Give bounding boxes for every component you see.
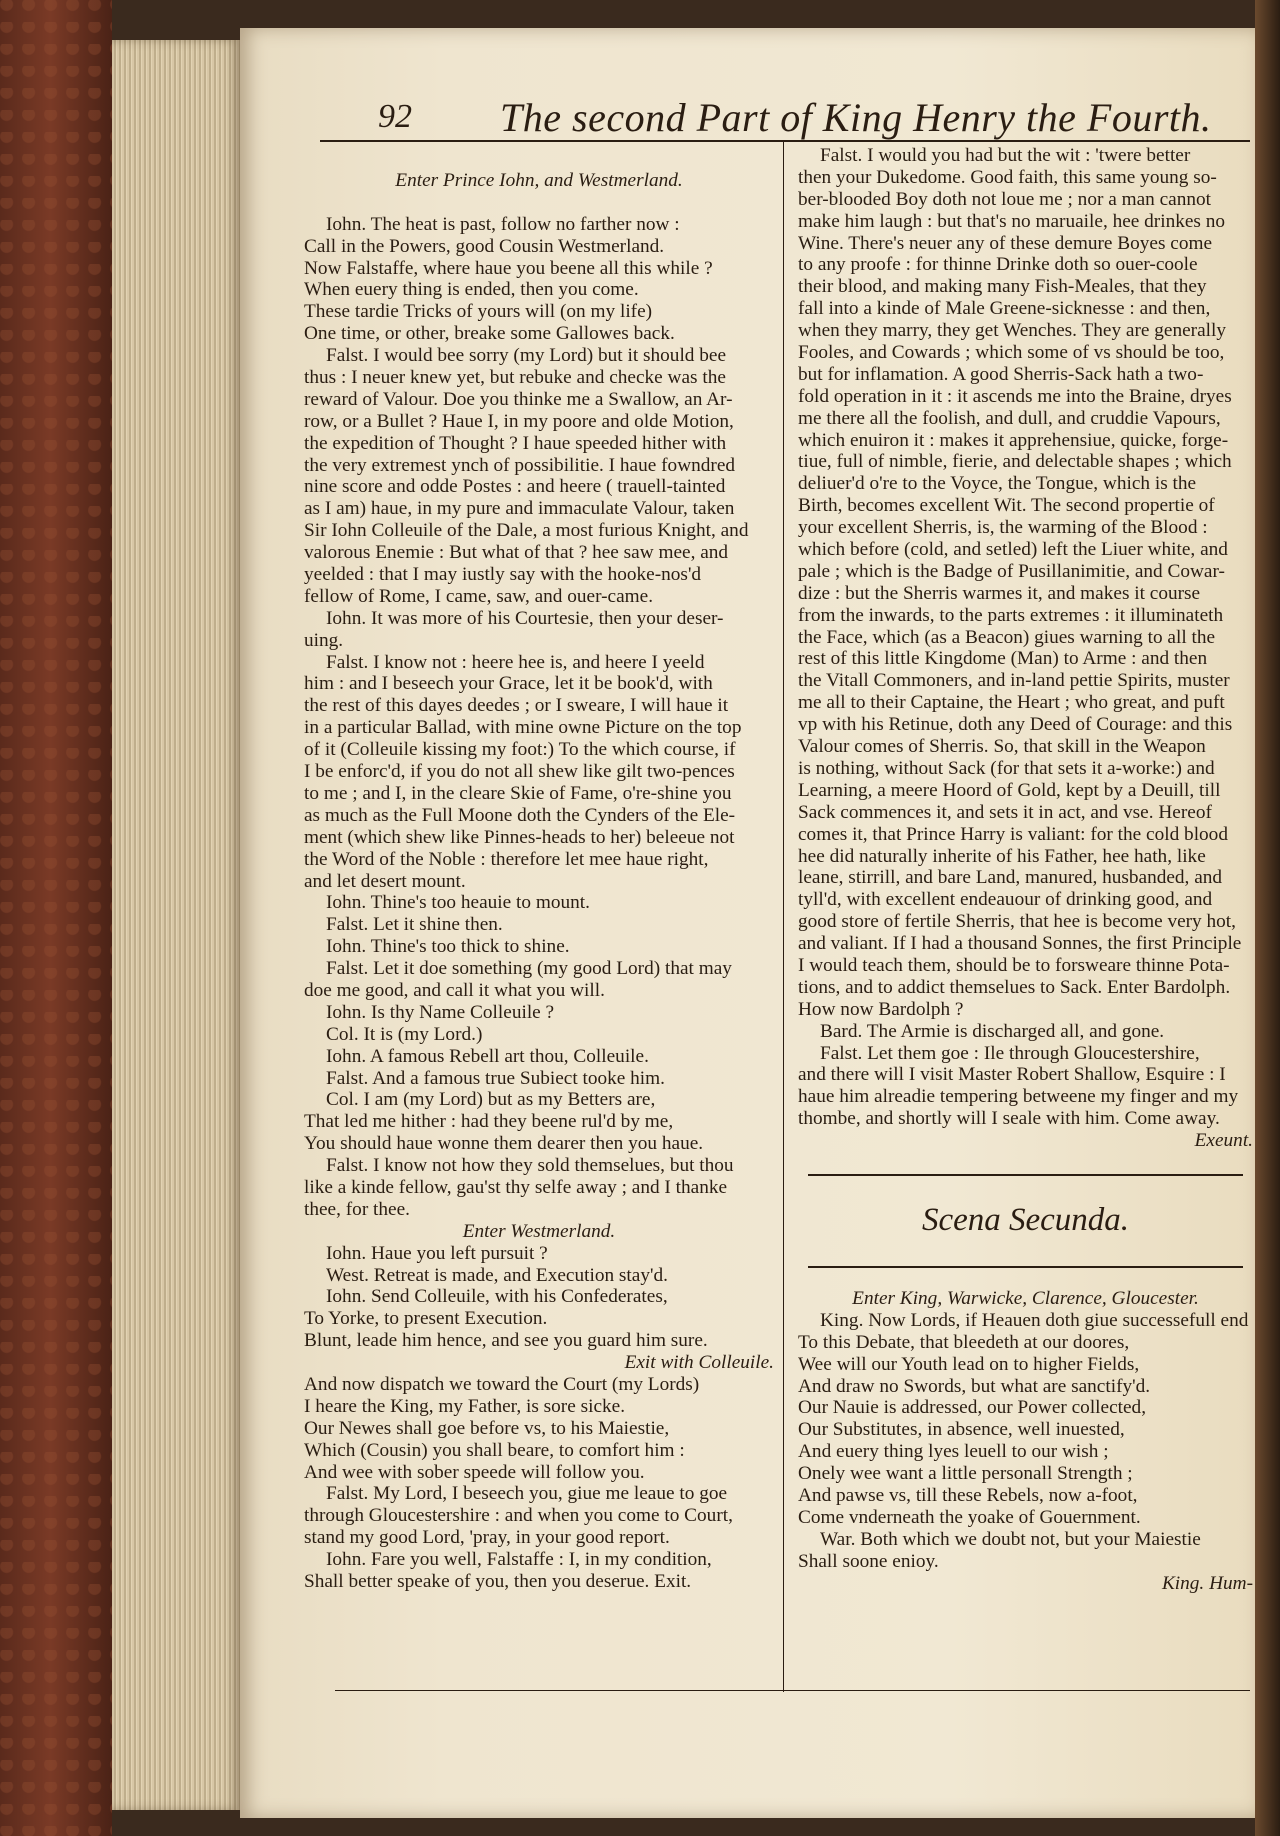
left-line: Exit with Colleuile.	[624, 1352, 774, 1374]
left-line: as much as the Full Moone doth the Cynders of the Ele-	[304, 804, 736, 826]
left-line: Iohn. Thine's too heauie to mount.	[326, 892, 590, 914]
right-line: tyll'd, with excellent endeauour of drinking good, and	[798, 889, 1213, 911]
left-line: Now Falstaffe, where haue you beene all this while ?	[304, 257, 713, 279]
left-line: Iohn. Thine's too thick to shine.	[326, 936, 570, 958]
left-line: Iohn. It was more of his Courtesie, then your deser-	[326, 607, 724, 629]
left-line: Our Newes shall goe before vs, to his Maiestie,	[304, 1417, 670, 1439]
left-line: Falst. My Lord, I beseech you, giue me leaue to goe	[326, 1483, 728, 1505]
left-line: Sir Iohn Colleuile of the Dale, a most furious Knight, and	[304, 520, 749, 542]
scene-text	[798, 1288, 1253, 1573]
right-line: tiue, full of nimble, fierie, and delectable shapes ; which	[798, 451, 1232, 473]
left-line: Falst. I would bee sorry (my Lord) but it should bee	[326, 345, 727, 367]
right-line: but for inflamation. A good Sherris-Sack hath a two-	[798, 363, 1204, 385]
left-line: through Gloucestershire : and when you come to Court,	[304, 1505, 733, 1527]
left-line: and let desert mount.	[304, 870, 466, 892]
right-line: Learning, a meere Hoord of Gold, kept by a Deuill, till	[798, 779, 1221, 801]
scene-line: Enter King, Warwicke, Clarence, Gloucester.	[852, 1287, 1199, 1309]
right-line: me all to their Captaine, the Heart ; who great, and puft	[798, 692, 1225, 714]
right-line: which before (cold, and setled) left the Liuer white, and	[798, 539, 1228, 561]
scene-line: Our Substitutes, in absence, well inuested,	[798, 1419, 1125, 1441]
left-line: the rest of this dayes deedes ; or I sweare, I will haue it	[304, 695, 729, 717]
right-line: Birth, becomes excellent Wit. The second propertie of	[798, 495, 1215, 517]
right-line: good store of fertile Sherris, that hee is become very hot,	[798, 911, 1236, 933]
right-line: Bard. The Armie is discharged all, and gone.	[820, 1020, 1165, 1042]
left-line: One time, or other, breake some Gallowes back.	[304, 323, 675, 345]
book-binding	[0, 0, 112, 1836]
left-line: Enter Prince Iohn, and Westmerland.	[395, 170, 683, 191]
left-line: To Yorke, to present Execution.	[304, 1308, 548, 1330]
left-line: doe me good, and call it what you will.	[304, 979, 605, 1001]
scene-line: Wee will our Youth lead on to higher Fields,	[798, 1353, 1140, 1375]
right-line: their blood, and making many Fish-Meales, that they	[798, 276, 1207, 298]
right-line: make him laugh : but that's no maruaile, hee drinkes no	[798, 210, 1226, 232]
right-line: haue him alreadie tempering betweene my finger and my	[798, 1086, 1239, 1108]
left-line: Iohn. Is thy Name Colleuile ?	[326, 1001, 555, 1023]
right-line: Valour comes of Sherris. So, that skill in the Weapon	[798, 736, 1206, 758]
left-line: uing.	[304, 629, 344, 651]
right-line: is nothing, without Sack (for that sets it a-worke:) and	[798, 757, 1215, 779]
right-line: Sack commences it, and sets it in act, and vse. Hereof	[798, 801, 1212, 823]
left-line: Iohn. A famous Rebell art thou, Colleuile.	[326, 1045, 649, 1067]
right-line: I would teach them, should be to forsweare thinne Pota-	[798, 954, 1230, 976]
header-rule	[320, 140, 1250, 142]
right-line: pale ; which is the Badge of Pusillanimitie, and Cowar-	[798, 560, 1225, 582]
left-line: row, or a Bullet ? Haue I, in my poore and olde Motion,	[304, 410, 734, 432]
scene-title: Scena Secunda.	[921, 1201, 1130, 1238]
left-line: When euery thing is ended, then you come.	[304, 279, 639, 301]
scene-line: Onely wee want a little personall Strength ;	[798, 1463, 1133, 1485]
left-line: Falst. Let it shine then.	[326, 914, 503, 936]
left-line: reward of Valour. Doe you thinke me a Swallow, an Ar-	[304, 388, 733, 410]
column-divider	[783, 142, 784, 1692]
right-line: Wine. There's neuer any of these demure Boyes come	[798, 232, 1213, 254]
scene-line: Come vnderneath the yoake of Gouernment.	[798, 1506, 1141, 1528]
left-line: to me ; and I, in the cleare Skie of Fame, o're-shine you	[304, 782, 732, 804]
left-line: in a particular Ballad, with mine owne Picture on the top	[304, 717, 742, 739]
right-line: thombe, and shortly will I seale with him. Come away.	[798, 1108, 1220, 1130]
left-line: thee, for thee.	[304, 1198, 410, 1220]
scene-line: And euery thing lyes leuell to our wish ;	[798, 1441, 1109, 1463]
right-line: vp with his Retinue, doth any Deed of Courage: and this	[798, 714, 1233, 736]
left-line: Iohn. Send Colleuile, with his Confederates,	[326, 1286, 668, 1308]
left-line: Blunt, leade him hence, and see you guard him sure.	[304, 1330, 708, 1352]
left-line: Iohn. Fare you well, Falstaffe : I, in my condition,	[326, 1549, 712, 1571]
left-line: the very extremest ynch of possibilitie. I haue fowndred	[304, 454, 736, 476]
scene-line: To this Debate, that bleedeth at our doores,	[798, 1331, 1130, 1353]
left-line: Enter Westmerland.	[462, 1220, 616, 1242]
right-line: leane, stirrill, and bare Land, manured, husbanded, and	[798, 867, 1223, 889]
right-line: rest of this little Kingdome (Man) to Arme : and then	[798, 648, 1208, 670]
left-line: And now dispatch we toward the Court (my Lords)	[304, 1373, 700, 1395]
left-column	[304, 170, 774, 1593]
right-line: Exeunt.	[1194, 1130, 1253, 1152]
left-line: fellow of Rome, I came, saw, and ouer-came.	[304, 585, 654, 607]
left-line: valorous Enemie : But what of that ? hee saw mee, and	[304, 542, 729, 564]
left-line: the Word of the Noble : therefore let mee haue right,	[304, 848, 709, 870]
right-line: fold operation in it : it ascends me into the Braine, dryes	[798, 385, 1232, 407]
left-line: Col. It is (my Lord.)	[326, 1023, 483, 1045]
right-line: your excellent Sherris, is, the warming of the Blood :	[798, 517, 1208, 539]
left-line: as I am) haue, in my pure and immaculate Valour, taken	[304, 498, 735, 520]
left-line: Which (Cousin) you shall beare, to comfort him :	[304, 1439, 685, 1461]
left-line: Col. I am (my Lord) but as my Betters are,	[326, 1089, 656, 1111]
left-line: These tardie Tricks of yours will (on my life)	[304, 301, 653, 323]
left-line: like a kinde fellow, gau'st thy selfe away ; and I thanke	[304, 1176, 728, 1198]
right-line: fall into a kinde of Male Greene-sicknesse : and then,	[798, 298, 1211, 320]
right-line: from the inwards, to the parts extremes : it illuminateth	[798, 604, 1224, 626]
right-line: the Face, which (as a Beacon) giues warning to all the	[798, 626, 1216, 648]
left-line: Falst. I know not how they sold themselues, but thou	[326, 1155, 734, 1177]
right-column-text	[798, 145, 1253, 1152]
right-line: the Vitall Commoners, and in-land pettie Spirits, muster	[798, 670, 1230, 692]
left-line: I heare the King, my Father, is sore sicke.	[304, 1395, 626, 1417]
right-line: to any proofe : for thinne Drinke doth so ouer-coole	[798, 254, 1198, 276]
page-number: 92	[378, 98, 412, 135]
left-line: nine score and odde Postes : and heere ( trauell-tainted	[304, 476, 726, 498]
left-line: Falst. And a famous true Subiect tooke him.	[326, 1067, 665, 1089]
left-line: him : and I beseech your Grace, let it be book'd, with	[304, 673, 713, 695]
page-edges	[112, 40, 240, 1810]
left-line: Iohn. The heat is past, follow no farther now :	[326, 213, 680, 235]
right-line: and there will I visit Master Robert Shallow, Esquire : I	[798, 1064, 1226, 1086]
scene-line: Shall soone enioy.	[798, 1550, 939, 1572]
right-line: Falst. I would you had but the wit : 'twere better	[820, 145, 1191, 166]
right-line: when they marry, they get Wenches. They are generally	[798, 320, 1226, 342]
right-line: which enuiron it : makes it apprehensiue, quicke, forge-	[798, 429, 1229, 451]
left-line: Falst. I know not : heere hee is, and heere I yeeld	[326, 651, 705, 673]
bottom-rule	[335, 1690, 1250, 1691]
left-line: West. Retreat is made, and Execution stay'd.	[326, 1264, 668, 1286]
right-line: How now Bardolph ?	[798, 998, 964, 1020]
right-line: me there all the foolish, and dull, and cruddie Vapours,	[798, 407, 1221, 429]
left-line: Shall better speake of you, then you deserue. Exit.	[304, 1571, 692, 1592]
right-line: tions, and to addict themselues to Sack. Enter Bardolph.	[798, 976, 1231, 998]
right-column	[798, 145, 1253, 1594]
left-line: That led me hither : had they beene rul'd by me,	[304, 1111, 674, 1133]
left-line: of it (Colleuile kissing my foot:) To the which course, if	[304, 739, 736, 761]
scene-line: Our Nauie is addressed, our Power collected,	[798, 1397, 1147, 1419]
right-line: Falst. Let them goe : Ile through Gloucestershire,	[820, 1042, 1200, 1064]
left-line: stand my good Lord, 'pray, in your good report.	[304, 1527, 670, 1549]
left-line: thus : I neuer knew yet, but rebuke and checke was the	[304, 367, 726, 389]
right-line: comes it, that Prince Harry is valiant: for the cold blood	[798, 823, 1228, 845]
right-line: ber-blooded Boy doth not loue me ; nor a man cannot	[798, 188, 1211, 210]
left-line: yeelded : that I may iustly say with the hooke-nos'd	[304, 564, 702, 586]
right-line: then your Dukedome. Good faith, this same young so-	[798, 166, 1217, 188]
left-line: ment (which shew like Pinnes-heads to her) beleeue not	[304, 826, 735, 848]
scene-line: And draw no Swords, but what are sanctify'd.	[798, 1375, 1151, 1397]
running-title: The second Part of King Henry the Fourth.	[500, 95, 1212, 140]
scene-line: King. Now Lords, if Heauen doth giue successefull end	[820, 1309, 1249, 1331]
scene-line: And pawse vs, till these Rebels, now a-foot,	[798, 1484, 1138, 1506]
page-header	[290, 92, 1250, 152]
left-line: Iohn. Haue you left pursuit ?	[326, 1242, 548, 1264]
right-line: hee did naturally inherite of his Father, hee hath, like	[798, 845, 1206, 867]
catchword: King. Hum-	[1161, 1572, 1253, 1594]
facing-page-edge	[1255, 0, 1280, 1836]
left-line: You should haue wonne them dearer then you haue.	[304, 1133, 704, 1155]
left-line	[304, 192, 774, 214]
right-line: Fooles, and Cowards ; which some of vs should be too,	[798, 342, 1225, 364]
left-line: I be enforc'd, if you do not all shew like gilt two-pences	[304, 761, 735, 783]
right-line: and valiant. If I had a thousand Sonnes, the first Principle	[798, 933, 1242, 955]
right-line: dize : but the Sherris warmes it, and makes it course	[798, 582, 1201, 604]
left-line: the expedition of Thought ? I haue speeded hither with	[304, 432, 727, 454]
left-line: Falst. Let it doe something (my good Lord) that may	[326, 958, 732, 980]
left-line: Call in the Powers, good Cousin Westmerland.	[304, 235, 665, 257]
left-line: And wee with sober speede will follow you.	[304, 1461, 645, 1483]
scene-line: War. Both which we doubt not, but your Maiestie	[820, 1528, 1201, 1550]
right-line: deliuer'd o're to the Voyce, the Tongue, which is the	[798, 473, 1197, 495]
